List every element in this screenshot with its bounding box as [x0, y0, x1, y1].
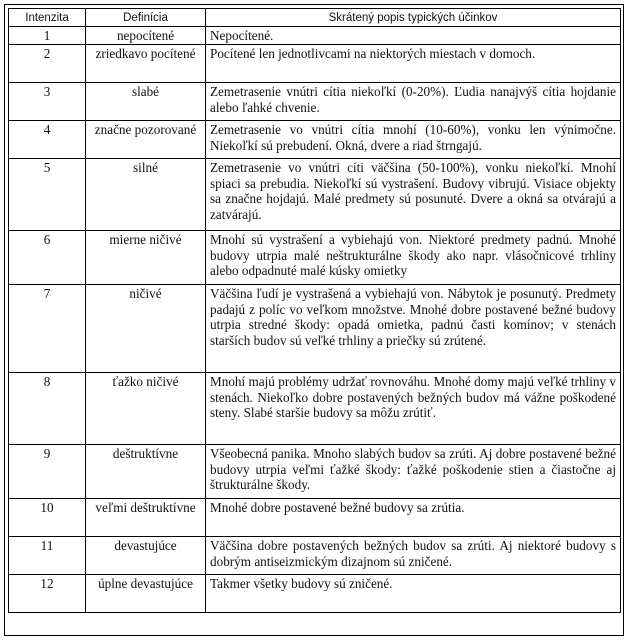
definition-cell: ničivé — [86, 285, 206, 373]
definition-cell: zriedkavo pocítené — [86, 45, 206, 83]
description-cell: Nepocítené. — [206, 27, 621, 45]
table-row — [9, 285, 621, 373]
header-definition: Definícia — [86, 9, 206, 27]
definition-cell: úplne devastujúce — [86, 575, 206, 613]
description-cell: Mnohí majú problémy udržať rovnováhu. Mnohé domy majú veľké trhliny v stenách. Niekoľko dobre postavených bežných budov má vážne poškodené steny. Slabé staršie budovy sa môžu zrútiť. — [206, 373, 621, 445]
intensity-cell: 3 — [9, 83, 86, 121]
description-cell: Všeobecná panika. Mnoho slabých budov sa zrúti. Aj dobre postavené bežné budovy utrpia veľmi ťažké škody: ťažké poškodenie stien a čiastočne aj štrukturálne škody. — [206, 445, 621, 499]
intensity-scale-table — [8, 8, 621, 613]
description-cell: Zemetrasenie vo vnútri cítia mnohí (10-60%), vonku len výnimočne. Niekoľkí sú prebudení. Okná, dvere a riad štrngajú. — [206, 121, 621, 159]
description-cell: Zemetrasenie vnútri cítia niekoľkí (0-20%). Ľudia nanajvýš cítia hojdanie alebo ľahké chvenie. — [206, 83, 621, 121]
definition-cell: slabé — [86, 83, 206, 121]
intensity-cell: 2 — [9, 45, 86, 83]
intensity-cell: 4 — [9, 121, 86, 159]
intensity-cell: 5 — [9, 159, 86, 231]
table-row — [9, 499, 621, 537]
intensity-cell: 6 — [9, 231, 86, 285]
table-row — [9, 575, 621, 613]
header-intensity: Intenzita — [9, 9, 86, 27]
definition-cell: devastujúce — [86, 537, 206, 575]
description-cell: Mnohé dobre postavené bežné budovy sa zrútia. — [206, 499, 621, 537]
description-cell: Väčšina dobre postavených bežných budov sa zrúti. Aj niektoré budovy s dobrým antiseizmickým dizajnom sú zničené. — [206, 537, 621, 575]
description-cell: Pocítené len jednotlivcami na niektorých miestach v domoch. — [206, 45, 621, 83]
table-row — [9, 445, 621, 499]
table-row — [9, 159, 621, 231]
definition-cell: značne pozorované — [86, 121, 206, 159]
description-cell: Zemetrasenie vo vnútri cíti väčšina (50-100%), vonku niekoľkí. Mnohí spiaci sa prebudia. Niekoľkí sú vystrašení. Budovy vibrujú. Visiace objekty sa značne hojdajú. Malé predmety sú posunuté. Dvere a okná sa otvárajú a zatvárajú. — [206, 159, 621, 231]
table-row — [9, 231, 621, 285]
header-description: Skrátený popis typických účinkov — [206, 9, 621, 27]
intensity-cell: 8 — [9, 373, 86, 445]
table-row — [9, 27, 621, 45]
intensity-cell: 10 — [9, 499, 86, 537]
description-cell: Takmer všetky budovy sú zničené. — [206, 575, 621, 613]
definition-cell: veľmi deštruktívne — [86, 499, 206, 537]
intensity-cell: 7 — [9, 285, 86, 373]
definition-cell: deštruktívne — [86, 445, 206, 499]
definition-cell: ťažko ničivé — [86, 373, 206, 445]
description-cell: Mnohí sú vystrašení a vybiehajú von. Niektoré predmety padnú. Mnohé budovy utrpia malé neštrukturálne škody ako napr. vlásočnicové trhliny alebo odpadnuté malé kúsky omietky — [206, 231, 621, 285]
intensity-cell: 12 — [9, 575, 86, 613]
table-row — [9, 537, 621, 575]
intensity-cell: 1 — [9, 27, 86, 45]
definition-cell: silné — [86, 159, 206, 231]
description-cell: Väčšina ľudí je vystrašená a vybiehajú von. Nábytok je posunutý. Predmety padajú z políc vo veľkom množstve. Mnohé dobre postavené bežné budovy utrpia stredné škody: opadá omietka, padnú časti komínov; v stenách starších budov sú veľké trhliny a priečky sú zrútené. — [206, 285, 621, 373]
table-row — [9, 83, 621, 121]
table-frame — [4, 4, 624, 636]
intensity-cell: 11 — [9, 537, 86, 575]
intensity-cell: 9 — [9, 445, 86, 499]
table-row — [9, 373, 621, 445]
table-row — [9, 121, 621, 159]
header-row — [9, 9, 621, 27]
definition-cell: mierne ničivé — [86, 231, 206, 285]
definition-cell: nepocítené — [86, 27, 206, 45]
table-row — [9, 45, 621, 83]
